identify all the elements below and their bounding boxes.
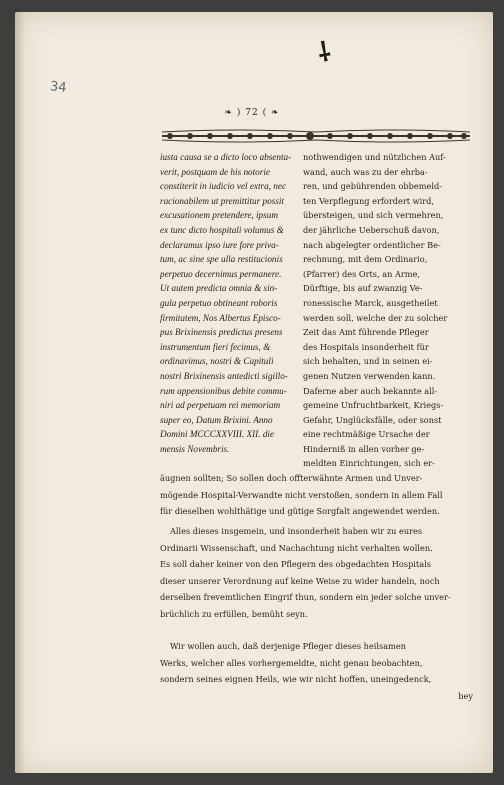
latin-line: iusta causa se a dicto loco absenta- bbox=[160, 152, 292, 162]
paragraph-alles bbox=[160, 523, 473, 623]
latin-line: niri ad perpetuam rei memoriam bbox=[160, 400, 281, 411]
german-line: übersteigen, und sich vermehren, bbox=[303, 210, 444, 221]
latin-line: Domini MCCCXXVIII. XII. die bbox=[160, 429, 275, 440]
latin-line: constiterit in iudicio vel extra, nec bbox=[160, 181, 287, 192]
latin-line: super eo, Datum Brixini. Anno bbox=[160, 414, 273, 425]
german-line: meldten Einrichtungen, sich er- bbox=[303, 458, 435, 469]
latin-line: Ut autem predicta omnia & sin- bbox=[160, 283, 278, 294]
paragraph-line: dieser unserer Verordnung auf keine Weise zu wider handeln, noch bbox=[160, 575, 440, 586]
latin-line: ordinavimus, nostri & Capituli bbox=[160, 356, 274, 367]
german-line: (Pfarrer) des Orts, an Arme, bbox=[303, 268, 421, 279]
german-line: Dürftige, bis auf zwanzig Ve- bbox=[303, 283, 423, 294]
paragraph-continuation bbox=[160, 470, 473, 520]
german-line: des Hospitals insonderheit für bbox=[303, 341, 429, 352]
paragraph-line: Ordinarii Wissenschaft, und Nachachtung nicht verhalten wollen. bbox=[160, 542, 433, 553]
german-line: nothwendigen und nützlichen Auf- bbox=[303, 152, 446, 162]
paragraph-line: mögende Hospital-Verwandte nicht verstoßen, sondern in allem Fall bbox=[160, 489, 443, 500]
latin-line: nostri Brixinensis antedicti sigillo- bbox=[160, 370, 288, 381]
ornament-divider bbox=[162, 129, 470, 143]
german-line: rechnung, mit dem Ordinario, bbox=[303, 254, 428, 265]
paragraph-line: Alles dieses insgemein, und insonderheit haben wir zu eures bbox=[170, 526, 423, 536]
german-line: werden soll, welche der zu solcher bbox=[303, 312, 448, 323]
latin-line: ex tunc dicto hospitali volumus & bbox=[160, 224, 284, 235]
german-line: eine rechtmäßige Ursache der bbox=[303, 429, 430, 440]
latin-line: rum appensionibus debite commu- bbox=[160, 385, 287, 396]
german-line: wand, auch was zu der ehrba- bbox=[303, 166, 428, 177]
german-line: Hinderniß in allen vorher ge- bbox=[303, 443, 425, 454]
latin-column bbox=[160, 150, 298, 456]
paragraph-line: Wir wollen auch, daß derjenige Pfleger dieses heilsamen bbox=[170, 641, 406, 651]
handwritten-mark: ⸸ bbox=[315, 37, 334, 69]
latin-line: verit, postquam de his notorie bbox=[160, 166, 270, 177]
latin-line: pus Brixinensis predictus presens bbox=[160, 327, 283, 338]
paragraph-line: Werks, welcher alles vorhergemeldte, nicht genau beobachten, bbox=[160, 657, 423, 668]
paragraph-line: äugnen sollten; So sollen doch offterwähnte Armen und Unver- bbox=[160, 473, 423, 483]
latin-line: perpetuo decernimus permanere. bbox=[160, 268, 282, 279]
catchword: bey bbox=[458, 690, 473, 701]
german-line: ren, und gebührenden obbemeld- bbox=[303, 181, 442, 192]
german-line: sich behalten, und in seinen ei- bbox=[303, 356, 433, 367]
german-line: Zeit das Amt führende Pfleger bbox=[303, 327, 429, 338]
german-line: gemeine Unfruchtbarkeit, Kriegs- bbox=[303, 400, 444, 411]
german-line: genen Nutzen verwenden kann. bbox=[303, 370, 436, 381]
german-line: nach abgelegter ordentlicher Be- bbox=[303, 239, 441, 250]
latin-line: instrumentum fieri fecimus, & bbox=[160, 341, 271, 352]
german-line: Daferne aber auch bekannte all- bbox=[303, 385, 438, 396]
paragraph-line: derselben frevemtlichen Eingrif thun, sondern ein jeder solche unver- bbox=[160, 592, 451, 603]
german-line: der jährliche Ueberschuß davon, bbox=[303, 224, 440, 235]
page-number: ❧ ) 72 ( ❧ bbox=[224, 108, 280, 118]
german-line: ten Verpflegung erfordert wird, bbox=[303, 195, 435, 206]
latin-line: firmitatem, Nos Albertus Episco- bbox=[160, 312, 281, 323]
latin-line: racionabilem ut premittitur possit bbox=[160, 195, 284, 206]
latin-line: declaramus ipso iure fore priva- bbox=[160, 239, 279, 250]
paper-edge-shadow bbox=[15, 12, 25, 773]
german-line: Gefahr, Unglücksfälle, oder sonst bbox=[303, 414, 442, 425]
paragraph-line: Es soll daher keiner von den Pflegern des obgedachten Hospitals bbox=[160, 559, 431, 570]
german-column bbox=[303, 150, 473, 471]
latin-line: mensis Novembris. bbox=[160, 443, 230, 454]
latin-line: gula perpetuo obtineant roboris bbox=[160, 297, 278, 308]
paragraph-line: sondern seines eignen Heils, wie wir nicht hoffen, uneingedenck, bbox=[160, 674, 432, 685]
margin-note: 34 bbox=[49, 79, 68, 96]
paragraph-line: für dieselben wohlthätige und gütige Sorgfalt angewendet werden. bbox=[160, 506, 440, 517]
paragraph-line: brüchlich zu erfüllen, bemüht seyn. bbox=[160, 608, 308, 619]
latin-line: excusationem pretendere, ipsum bbox=[160, 210, 278, 221]
latin-line: tum, ac sine spe ulla restitucionis bbox=[160, 254, 283, 265]
paragraph-wir bbox=[160, 638, 473, 704]
german-line: ronessische Marck, ausgetheilet bbox=[303, 297, 438, 308]
